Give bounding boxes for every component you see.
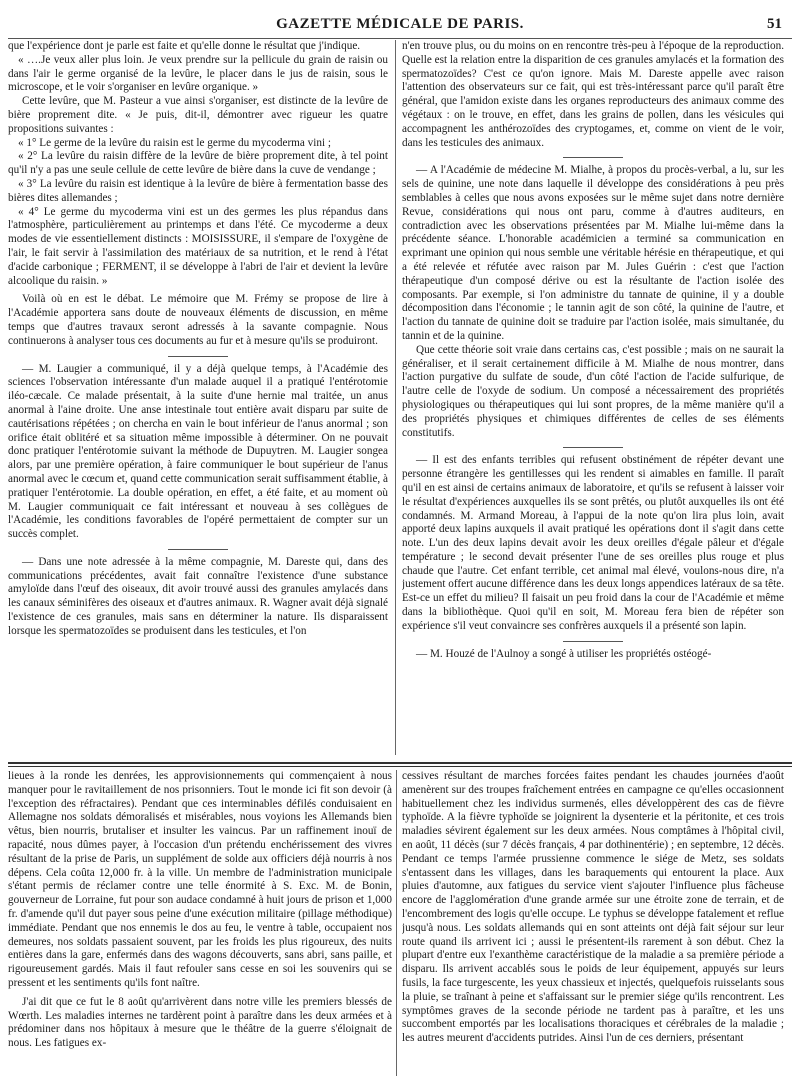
paragraph: que l'expérience dont je parle est faite et qu'elle donne le résultat que j'indique.: [8, 40, 361, 52]
paragraph: J'ai dit que ce fut le 8 août qu'arrivèrent dans notre ville les premiers blessés de Wœrth. Les maladies internes ne tardèrent point à paraître dans les deux armées et à prédominer dans nos hôpitaux à mesure que le théâtre de la guerre s'éloignait de nous. Les fatigues ex-: [8, 995, 392, 1050]
paragraph: n'en trouve plus, ou du moins on en rencontre très-peu à l'époque de la reproduction. Quelle est la relation entre la disparition de ces granules amylacés et la formation des spermatozoïdes? C'est ce qu'on ignore. Mais M. Dareste appelle avec raison l'attention des observateurs sur ce fait, qui est très-intéressant parce qu'il paraît être général, que l'amidon existe dans les organes reproducteurs des animaux comme des végétaux : on le trouve, en effet, dans les grains de pollen, dans les vésicules qui accompagnent les anthérozoïdes des cryptogames, et, comme on vient de le voir, dans les testicules des animaux.: [402, 40, 784, 149]
column-divider-top: [395, 40, 396, 755]
paragraph: — M. Houzé de l'Aulnoy a songé à utiliser les propriétés ostéogé-: [416, 647, 712, 660]
paragraph: Que cette théorie soit vraie dans certains cas, c'est possible ; mais on ne saurait la généraliser, et il serait certainement difficile à M. Mialhe de nous montrer, dans l'action purgative du sulfate de soude, d'un côté l'action de l'acide sulfurique, de l'autre celle de l'oxyde de sodium. Un composé a nécessairement des propriétés physiologiques ou thérapeutiques qui lui sont propres, de la même manière qu'il a des propriétés physiques et chimiques différentes de celles de ses éléments constitutifs.: [402, 343, 784, 439]
column-bottom-right: [402, 770, 784, 1076]
page-number: 51: [767, 16, 782, 32]
running-header: [8, 14, 792, 39]
section-separator: [168, 356, 228, 357]
paragraph: « ….Je veux aller plus loin. Je veux prendre sur la pellicule du grain de raisin ou dans l'air le germe organisé de la levûre, le placer dans le jus de raisin, sous le microscope, et le voir s'organiser en levûre organique. »: [8, 53, 388, 94]
paragraph: cessives résultant de marches forcées faites pendant les chaudes journées d'août amenèrent sur des troupes fraîchement entrées en campagne ce qu'elles occasionnent habituellement chez les individus surmenés, elles développèrent des cas de fièvre typhoïde. A la fièvre typhoïde se joignirent la dysenterie et la péritonite, et ces trois maladies sévirent également sur les deux armées. Nous comptâmes à l'hôpital civil, en août, 11 décès (sur 7 décès français, 4 par dothinentérie) ; en septembre, 12 décès. Pendant ce temps l'armée prussienne commence le siége de Metz, ses soldats s'entassent dans les villages, dans les baraquements qui entourent la place. Aux pluies d'automne, aux fatigues du service vient s'ajouter l'influence plus fâcheuse encore de l'agglomération d'une grande armée sur une étroite zone de terrain, et de l'encombrement des logis qu'elle occupe. Le typhus se développe fatalement et reflue jusqu'à nous. Les soldats allemands qui en sont atteints ont déjà fait séjour sur leur route quand ils arrivent ici ; aussi le présentent-ils rarement à son début. Chez la plupart d'entre eux l'exanthème caractéristique de la maladie a sa première période a disparu. Ils arrivent accablés sous le poids de leur équipement, appuyés sur leurs fusils, la face turgescente, les yeux chassieux et injectés, quelquefois ruisselants sous la pluie, se traînant à peine et s'affaissant sur le premier siége qu'ils rencontrent. Les symptômes graves de la seconde période ne tardent pas à paraître, et les uns succombent emportés par les localisations thoraciques et cérébrales de la maladie ; les autres meurent d'accidents putrides. Ainsi l'un de ces derniers, présentant: [402, 770, 784, 1045]
paragraph: — Il est des enfants terribles qui refusent obstinément de répéter devant une personne étrangère les gentillesses qui les rendent si aimables en famille. Il paraît qu'il en est ainsi de certains animaux de laboratoire, et qu'ils se refusent à laisser voir le résultat d'expériences auxquelles ils se sont prêtés, ou plutôt auxquelles ils ont été condamnés. M. Armand Moreau, à l'appui de la note qu'on lira plus loin, avait apporté deux lapins auxquels il avait pratiqué les opérations dont il s'agit dans cette note. L'un des deux lapins devait avoir les deux oreilles d'égale pâleur et d'égale température ; le second devait présenter l'une de ses oreilles plus rouge et plus chaude que l'autre. Cet enfant terrible, cet animal mal élevé, voulons-nous dire, n'a justement offert aucune différence dans les deux longs appendices latéraux de sa tête. Est-ce un effet du milieu? Il faisait un peu froid dans la cour de l'Académie et même dans la bibliothèque. Quoi qu'il en soit, M. Moreau fera bien de répéter son expérience s'il veut convaincre ses confrères auxquels il a présenté son lapin.: [402, 454, 784, 632]
section-separator: [563, 447, 623, 448]
paragraph: — A l'Académie de médecine M. Mialhe, à propos du procès-verbal, a lu, sur les sels de quinine, une note dans laquelle il développe des considérations à peu près semblables à celles que nous avons exposées sur le même sujet dans notre dernière Revue, considérations qui nous ont paru, comme à d'autres auditeurs, en contradiction avec les observations présentées par M. Mialhe lui-même dans la précédente séance. L'honorable académicien a terminé sa communication en exprimant une opinion qui nous semble une véritable hérésie en thérapeutique, et qui a été relevée et réfutée avec raison par M. Jules Guérin : c'est que l'action thérapeutique d'un composé dérive ou est la résultante de l'action isolée des composants. Par exemple, si l'on administre du tannate de quinine, il y a double décomposition dans l'économie ; le tannin agit de son côté, la quinine de l'autre, et l'action du tannate de quinine doit se traduire par l'action isolée, mais simultanée, du tannin et de la quinine.: [402, 164, 784, 342]
section-separator: [563, 157, 623, 158]
paragraph: — Dans une note adressée à la même compagnie, M. Dareste qui, dans des communications précédentes, avait fait connaître l'existence d'une substance amyloïde dans l'œuf des oiseaux, dit avoir trouvé aussi des granules amylacés dans les canaux séminifères des oiseaux et d'autres animaux. R. Wagner avait déjà signalé l'existence de ces granules, mais sans en déterminer la nature. Ils disparaissent lorsque les spermatozoïdes se produisent dans les testicules, et l'on: [8, 555, 388, 637]
journal-title: GAZETTE MÉDICALE DE PARIS.: [276, 16, 524, 32]
paragraph: Voilà où en est le débat. Le mémoire que M. Frémy se propose de lire à l'Académie apportera sans doute de nouveaux éléments de discussion, en même temps que d'autres travaux seront adressés à la savante compagnie. Nous continuerons à analyser tous ces documents au fur et à mesure qu'ils se produiront.: [8, 293, 388, 347]
section-separator: [168, 549, 228, 550]
paragraph: « 1° Le germe de la levûre du raisin est le germe du mycoderma vini ;: [18, 136, 331, 149]
column-top-right: [402, 40, 784, 760]
column-top-left: [8, 40, 388, 760]
column-divider-bottom: [396, 770, 397, 1076]
paragraph: « 2° La levûre du raisin diffère de la levûre de bière proprement dite, à tel point qu'il n'y a pas une seule cellule de cette levûre de bière dans la cuve de vendange ;: [8, 150, 388, 177]
section-separator: [563, 641, 623, 642]
section-rule: [8, 766, 792, 767]
paragraph: « 4° Le germe du mycoderma vini est un des germes les plus répandus dans l'atmosphère, particulièrement au printemps et dans l'été. Ce mycoderme a deux modes de vie essentiellement distincts : MOISISSURE, il s'empare de l'oxygène de l'air, le fait servir à l'assimilation des matériaux de sa nutrition, et le rend à l'état d'acide carbonique ; FERMENT, il se développe à l'abri de l'air et devient la levûre alcoolique du raisin. »: [8, 205, 388, 287]
paragraph: Cette levûre, que M. Pasteur a vue ainsi s'organiser, est distincte de la levûre de bière proprement dite. « Je puis, dit-il, démontrer avec rigueur les quatre propositions suivantes :: [8, 95, 388, 135]
paragraph: « 3° La levûre du raisin est identique à la levûre de bière à fermentation basse des bières dites allemandes ;: [8, 177, 388, 204]
column-bottom-left: [8, 770, 392, 1076]
section-rule: [8, 762, 792, 764]
paragraph: lieues à la ronde les denrées, les approvisionnements qui commençaient à nous manquer pour le ravitaillement de nos prisonniers. Tout le monde ici fit son devoir (à l'exception des réfractaires). Pendant que ces interminables défilés conduisaient en Allemagne nos soldats démoralisés et misérables, nous voyions les Allemands bien vêtus, bien nourris, brutaliser et insulter les vaincus. Par un raffinement inouï de rapacité, nous dûmes payer, à l'occasion d'un prétendu enchérissement des vivres résultant de la prise de Paris, un supplément de solde aux officiers déjà nourris à nos dépens. Cela coûta 12,000 fr. à la ville. Un membre de l'administration municipale s'étant permis de réclamer contre une telle énormité à S. Exc. M. de Bonin, gouverneur de Lorraine, fut pour son audace condamné à huit jours de prison et 1,000 fr. d'amende qu'il dut payer sous peine d'une exécution militaire (pillage méthodique) immédiate. Pendant que nos ennemis le dos au feu, le ventre à table, occupaient nos demeures, nos soldats passaient souvent, par les froids les plus rigoureux, des nuits entières dans la gare, enfermés dans des wagons découverts, sans abri, sans paille, et rigoureusement gardés. Mais il faut refouler sans cesse en soi les souvenirs qui se pressent et les sentiments qu'ils font naître.: [8, 770, 392, 989]
paragraph: — M. Laugier a communiqué, il y a déjà quelque temps, à l'Académie des sciences l'observation intéressante d'un malade auquel il a pratiqué l'entérotomie iléo-cæcale. Ce malade présentait, à la suite d'une hernie mal traitée, un anus anormal à l'aine droite. Une anse intestinale tout entière avait disparu par suite de cautérisations répétées ; on chercha en vain le bout inférieur de l'anus anormal ; son orifice était oblitéré et sa situation même impossible à déterminer. On ne pouvait donc pratiquer l'entérotomie suivant la méthode de Dupuytren. M. Laugier songea alors, par une première opération, à faire communiquer le bout supérieur de l'anus anormal avec le cœcum et, quand cette communication serait suffisamment établie, à pratiquer l'entérotomie. La double opération, en effet, a été faite, et au moment où M. Laugier communiquait ce fait intéressant et nouveau à ses collègues de l'Académie, les conditions favorables de l'opéré permettaient de compter sur un succès complet.: [8, 362, 388, 541]
